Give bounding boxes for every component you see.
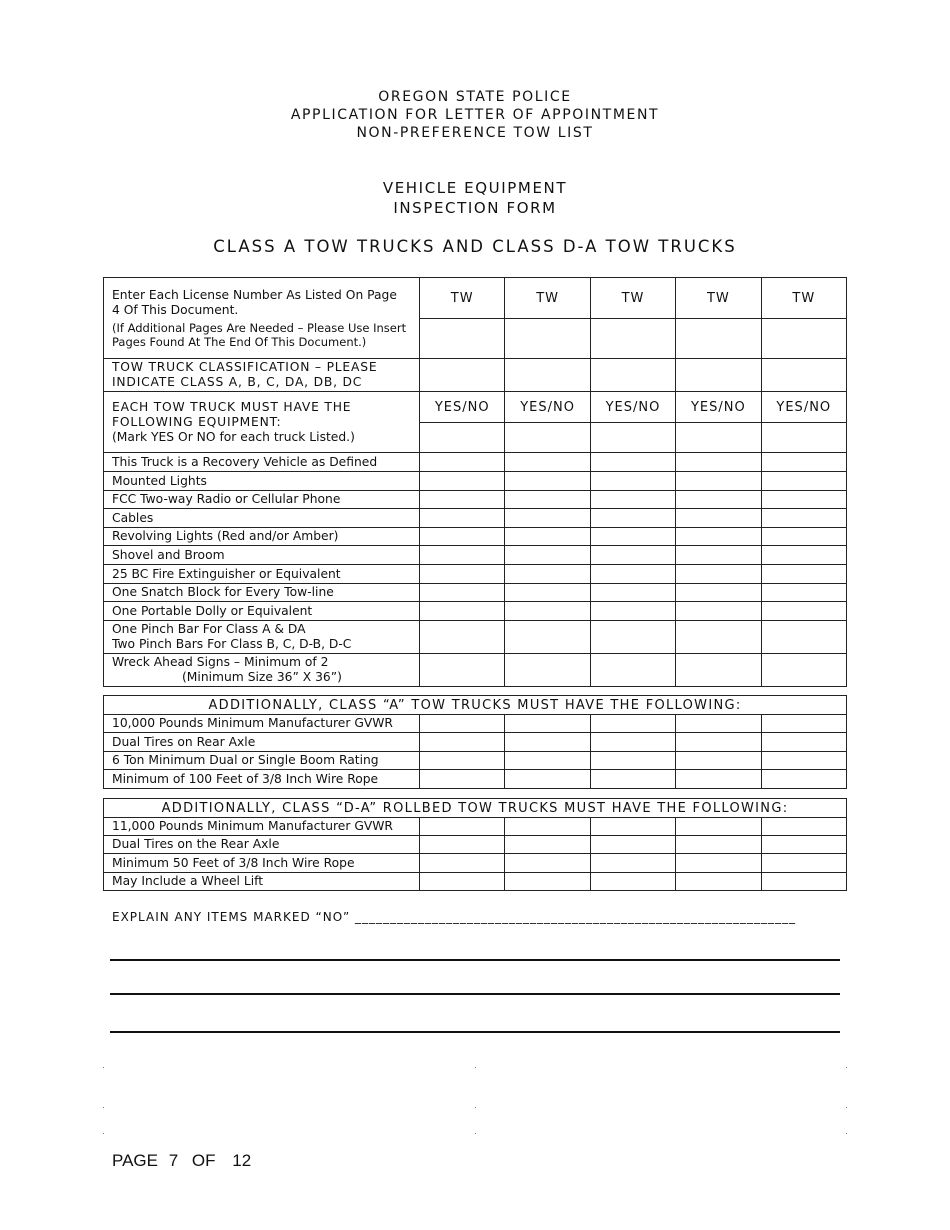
yes-no-cell[interactable] <box>676 602 761 621</box>
yes-no-cell[interactable] <box>420 873 505 891</box>
dot-mark <box>475 1133 476 1134</box>
yes-no-cell[interactable] <box>590 873 675 891</box>
yes-no-cell[interactable] <box>420 818 505 836</box>
yes-no-cell[interactable] <box>676 818 761 836</box>
equipment-items <box>104 453 847 621</box>
yes-no-cell[interactable] <box>420 423 505 453</box>
yes-no-cell[interactable] <box>590 752 675 770</box>
form-title-line1: VEHICLE EQUIPMENT <box>382 179 568 197</box>
yes-no-cell[interactable] <box>761 528 846 546</box>
equipment-item-row <box>104 491 847 509</box>
equipment-item-label: Mounted Lights <box>104 472 420 491</box>
yes-no-cell[interactable] <box>761 818 846 836</box>
equipment-table <box>103 277 847 687</box>
equipment-item-row <box>104 584 847 602</box>
yes-no-cell[interactable] <box>420 752 505 770</box>
equipment-item-row <box>104 565 847 584</box>
yes-no-cell[interactable] <box>505 546 590 565</box>
yes-no-cell[interactable] <box>420 528 505 546</box>
yes-no-cell[interactable] <box>505 565 590 584</box>
equipment-item-label: This Truck is a Recovery Vehicle as Defined <box>104 453 420 472</box>
classification-input[interactable] <box>505 359 590 392</box>
yes-no-cell[interactable] <box>590 621 675 654</box>
equipment-item-label: FCC Two-way Radio or Cellular Phone <box>104 491 420 509</box>
equipment-instructions <box>104 392 420 453</box>
yes-no-cell[interactable] <box>505 836 590 854</box>
wreck-line2: (Minimum Size 36” X 36”) <box>182 670 342 684</box>
class-a-item-row <box>104 715 847 733</box>
yes-no-cell[interactable] <box>420 546 505 565</box>
application-title: APPLICATION FOR LETTER OF APPOINTMENT <box>290 107 660 123</box>
dot-mark <box>103 1067 104 1068</box>
yes-no-cell[interactable] <box>590 546 675 565</box>
class-a-item-row <box>104 770 847 789</box>
page-number <box>112 1151 251 1171</box>
yes-no-cell[interactable] <box>761 715 846 733</box>
license-number-input[interactable] <box>590 319 675 359</box>
dot-mark <box>475 1067 476 1068</box>
dot-mark <box>846 1107 847 1108</box>
class-da-item-label: 11,000 Pounds Minimum Manufacturer GVWR <box>104 818 420 836</box>
yes-no-cell[interactable] <box>676 509 761 528</box>
yes-no-cell[interactable] <box>505 472 590 491</box>
yes-no-cell[interactable] <box>505 854 590 873</box>
tw-prefix: TW <box>676 278 761 319</box>
equipment-item-label: 25 BC Fire Extinguisher or Equivalent <box>104 565 420 584</box>
classification-line1: TOW TRUCK CLASSIFICATION – PLEASE <box>112 360 378 374</box>
license-note-line1: (If Additional Pages Are Needed – Please Use Insert <box>112 320 407 335</box>
yes-no-cell[interactable] <box>761 836 846 854</box>
yes-no-cell[interactable] <box>761 584 846 602</box>
license-label-line1: Enter Each License Number As Listed On Page <box>112 287 397 302</box>
dot-mark <box>846 1067 847 1068</box>
explain-line[interactable] <box>110 993 840 995</box>
license-number-input[interactable] <box>761 319 846 359</box>
equipment-item-row <box>104 509 847 528</box>
classification-line2: INDICATE CLASS A, B, C, DA, DB, DC <box>112 375 363 389</box>
yes-no-cell[interactable] <box>590 715 675 733</box>
yes-no-cell[interactable] <box>590 509 675 528</box>
yes-no-cell[interactable] <box>676 565 761 584</box>
pinch-line2: Two Pinch Bars For Class B, C, D-B, D-C <box>112 637 352 651</box>
page-total: 12 <box>232 1151 252 1170</box>
yes-no-cell[interactable] <box>420 602 505 621</box>
license-number-input[interactable] <box>676 319 761 359</box>
equipment-line1: EACH TOW TRUCK MUST HAVE THE <box>112 399 352 414</box>
yes-no-cell[interactable] <box>420 509 505 528</box>
yes-no-cell[interactable] <box>590 472 675 491</box>
yes-no-header: YES/NO <box>761 392 846 423</box>
yes-no-cell[interactable] <box>420 654 505 687</box>
equipment-line2: FOLLOWING EQUIPMENT: <box>112 414 282 429</box>
yes-no-cell[interactable] <box>761 602 846 621</box>
license-note-line2: Pages Found At The End Of This Document.) <box>112 334 367 349</box>
equipment-item-row <box>104 528 847 546</box>
classification-label <box>104 359 420 392</box>
dot-mark <box>103 1107 104 1108</box>
yes-no-cell[interactable] <box>420 854 505 873</box>
class-da-item-label: Dual Tires on the Rear Axle <box>104 836 420 854</box>
yes-no-cell[interactable] <box>590 528 675 546</box>
yes-no-cell[interactable] <box>420 733 505 752</box>
yes-no-cell[interactable] <box>505 423 590 453</box>
yes-no-cell[interactable] <box>420 836 505 854</box>
explain-label: EXPLAIN ANY ITEMS MARKED “NO” _______________________________________________________________ <box>112 910 796 924</box>
yes-no-cell[interactable] <box>590 818 675 836</box>
yes-no-cell[interactable] <box>761 733 846 752</box>
yes-no-cell[interactable] <box>676 770 761 789</box>
yes-no-header: YES/NO <box>505 392 590 423</box>
yes-no-cell[interactable] <box>505 818 590 836</box>
yes-no-cell[interactable] <box>761 491 846 509</box>
class-da-items <box>104 818 847 891</box>
yes-no-cell[interactable] <box>590 423 675 453</box>
yes-no-cell[interactable] <box>590 654 675 687</box>
class-a-item-label: 6 Ton Minimum Dual or Single Boom Rating <box>104 752 420 770</box>
yes-no-cell[interactable] <box>505 752 590 770</box>
yes-no-cell[interactable] <box>761 770 846 789</box>
yes-no-cell[interactable] <box>420 453 505 472</box>
yes-no-cell[interactable] <box>676 715 761 733</box>
yes-no-cell[interactable] <box>761 472 846 491</box>
class-da-heading: ADDITIONALLY, CLASS “D-A” ROLLBED TOW TRUCKS MUST HAVE THE FOLLOWING: <box>104 799 847 818</box>
yes-no-cell[interactable] <box>420 472 505 491</box>
yes-no-cell[interactable] <box>590 733 675 752</box>
yes-no-cell[interactable] <box>590 584 675 602</box>
form-title-line2: INSPECTION FORM <box>393 199 557 217</box>
agency-title: OREGON STATE POLICE <box>378 89 572 105</box>
yes-no-cell[interactable] <box>761 752 846 770</box>
equipment-item-row <box>104 472 847 491</box>
yes-no-cell[interactable] <box>420 715 505 733</box>
yes-no-cell[interactable] <box>676 491 761 509</box>
yes-no-cell[interactable] <box>590 770 675 789</box>
class-da-item-row <box>104 836 847 854</box>
yes-no-cell[interactable] <box>676 423 761 453</box>
equipment-item-label: Shovel and Broom <box>104 546 420 565</box>
license-label-cell <box>104 278 420 359</box>
yes-no-cell[interactable] <box>505 453 590 472</box>
yes-no-header: YES/NO <box>676 392 761 423</box>
yes-no-cell[interactable] <box>676 546 761 565</box>
wreck-signs-label <box>104 654 420 687</box>
dot-mark <box>846 1133 847 1134</box>
equipment-item-row <box>104 453 847 472</box>
class-da-item-row <box>104 854 847 873</box>
yes-no-cell[interactable] <box>761 654 846 687</box>
of-word: OF <box>191 1151 216 1170</box>
pinch-bar-label <box>104 621 420 654</box>
explain-line[interactable] <box>110 959 840 961</box>
yes-no-cell[interactable] <box>420 770 505 789</box>
yes-no-cell[interactable] <box>761 509 846 528</box>
yes-no-cell[interactable] <box>505 491 590 509</box>
yes-no-cell[interactable] <box>505 584 590 602</box>
tw-prefix: TW <box>420 278 505 319</box>
yes-no-cell[interactable] <box>676 453 761 472</box>
yes-no-cell[interactable] <box>676 836 761 854</box>
yes-no-cell[interactable] <box>676 854 761 873</box>
classification-input[interactable] <box>590 359 675 392</box>
class-a-item-label: Dual Tires on Rear Axle <box>104 733 420 752</box>
yes-no-cell[interactable] <box>420 584 505 602</box>
yes-no-cell[interactable] <box>505 602 590 621</box>
equipment-item-label: Revolving Lights (Red and/or Amber) <box>104 528 420 546</box>
yes-no-cell[interactable] <box>676 621 761 654</box>
yes-no-cell[interactable] <box>676 873 761 891</box>
yes-no-cell[interactable] <box>590 854 675 873</box>
yes-no-cell[interactable] <box>505 654 590 687</box>
yes-no-cell[interactable] <box>676 472 761 491</box>
class-a-item-label: Minimum of 100 Feet of 3/8 Inch Wire Rope <box>104 770 420 789</box>
yes-no-cell[interactable] <box>761 453 846 472</box>
wreck-line1: Wreck Ahead Signs – Minimum of 2 <box>112 655 329 669</box>
tw-prefix: TW <box>761 278 846 319</box>
class-a-item-row <box>104 752 847 770</box>
list-title: NON-PREFERENCE TOW LIST <box>356 125 594 141</box>
dot-mark <box>103 1133 104 1134</box>
yes-no-header: YES/NO <box>590 392 675 423</box>
yes-no-cell[interactable] <box>761 873 846 891</box>
yes-no-cell[interactable] <box>590 565 675 584</box>
class-da-item-label: May Include a Wheel Lift <box>104 873 420 891</box>
classification-input[interactable] <box>420 359 505 392</box>
yes-no-cell[interactable] <box>505 528 590 546</box>
yes-no-cell[interactable] <box>761 565 846 584</box>
class-title: CLASS A TOW TRUCKS AND CLASS D-A TOW TRUCKS <box>213 237 737 256</box>
equipment-item-label: One Snatch Block for Every Tow-line <box>104 584 420 602</box>
equipment-item-label: Cables <box>104 509 420 528</box>
yes-no-cell[interactable] <box>676 654 761 687</box>
yes-no-cell[interactable] <box>505 873 590 891</box>
class-da-item-label: Minimum 50 Feet of 3/8 Inch Wire Rope <box>104 854 420 873</box>
page-word: PAGE <box>112 1151 158 1170</box>
yes-no-cell[interactable] <box>590 491 675 509</box>
class-a-heading: ADDITIONALLY, CLASS “A” TOW TRUCKS MUST HAVE THE FOLLOWING: <box>104 696 847 715</box>
yes-no-cell[interactable] <box>420 565 505 584</box>
yes-no-cell[interactable] <box>505 715 590 733</box>
class-a-item-label: 10,000 Pounds Minimum Manufacturer GVWR <box>104 715 420 733</box>
yes-no-cell[interactable] <box>505 509 590 528</box>
yes-no-cell[interactable] <box>676 733 761 752</box>
yes-no-cell[interactable] <box>676 528 761 546</box>
class-da-item-row <box>104 873 847 891</box>
license-number-input[interactable] <box>505 319 590 359</box>
equipment-item-label: One Portable Dolly or Equivalent <box>104 602 420 621</box>
yes-no-cell[interactable] <box>761 854 846 873</box>
yes-no-cell[interactable] <box>505 733 590 752</box>
classification-input[interactable] <box>676 359 761 392</box>
yes-no-cell[interactable] <box>505 770 590 789</box>
yes-no-cell[interactable] <box>505 621 590 654</box>
yes-no-cell[interactable] <box>590 602 675 621</box>
yes-no-cell[interactable] <box>761 546 846 565</box>
yes-no-header: YES/NO <box>420 392 505 423</box>
explain-line[interactable] <box>110 1031 840 1033</box>
class-da-item-row <box>104 818 847 836</box>
equipment-item-row <box>104 602 847 621</box>
page-current: 7 <box>168 1151 179 1170</box>
yes-no-cell[interactable] <box>590 453 675 472</box>
license-number-input[interactable] <box>420 319 505 359</box>
dot-mark <box>475 1107 476 1108</box>
tw-prefix: TW <box>590 278 675 319</box>
pinch-line1: One Pinch Bar For Class A & DA <box>112 622 306 636</box>
classification-input[interactable] <box>761 359 846 392</box>
yes-no-cell[interactable] <box>761 423 846 453</box>
yes-no-cell[interactable] <box>761 621 846 654</box>
class-a-item-row <box>104 733 847 752</box>
yes-no-cell[interactable] <box>590 836 675 854</box>
equipment-line3: (Mark YES Or NO for each truck Listed.) <box>112 429 355 444</box>
class-da-table <box>103 798 847 891</box>
yes-no-cell[interactable] <box>676 752 761 770</box>
class-a-items <box>104 715 847 789</box>
yes-no-cell[interactable] <box>420 621 505 654</box>
equipment-item-row <box>104 546 847 565</box>
class-a-table <box>103 695 847 789</box>
yes-no-cell[interactable] <box>420 491 505 509</box>
tw-prefix: TW <box>505 278 590 319</box>
yes-no-cell[interactable] <box>676 584 761 602</box>
license-label-line2: 4 Of This Document. <box>112 302 239 317</box>
